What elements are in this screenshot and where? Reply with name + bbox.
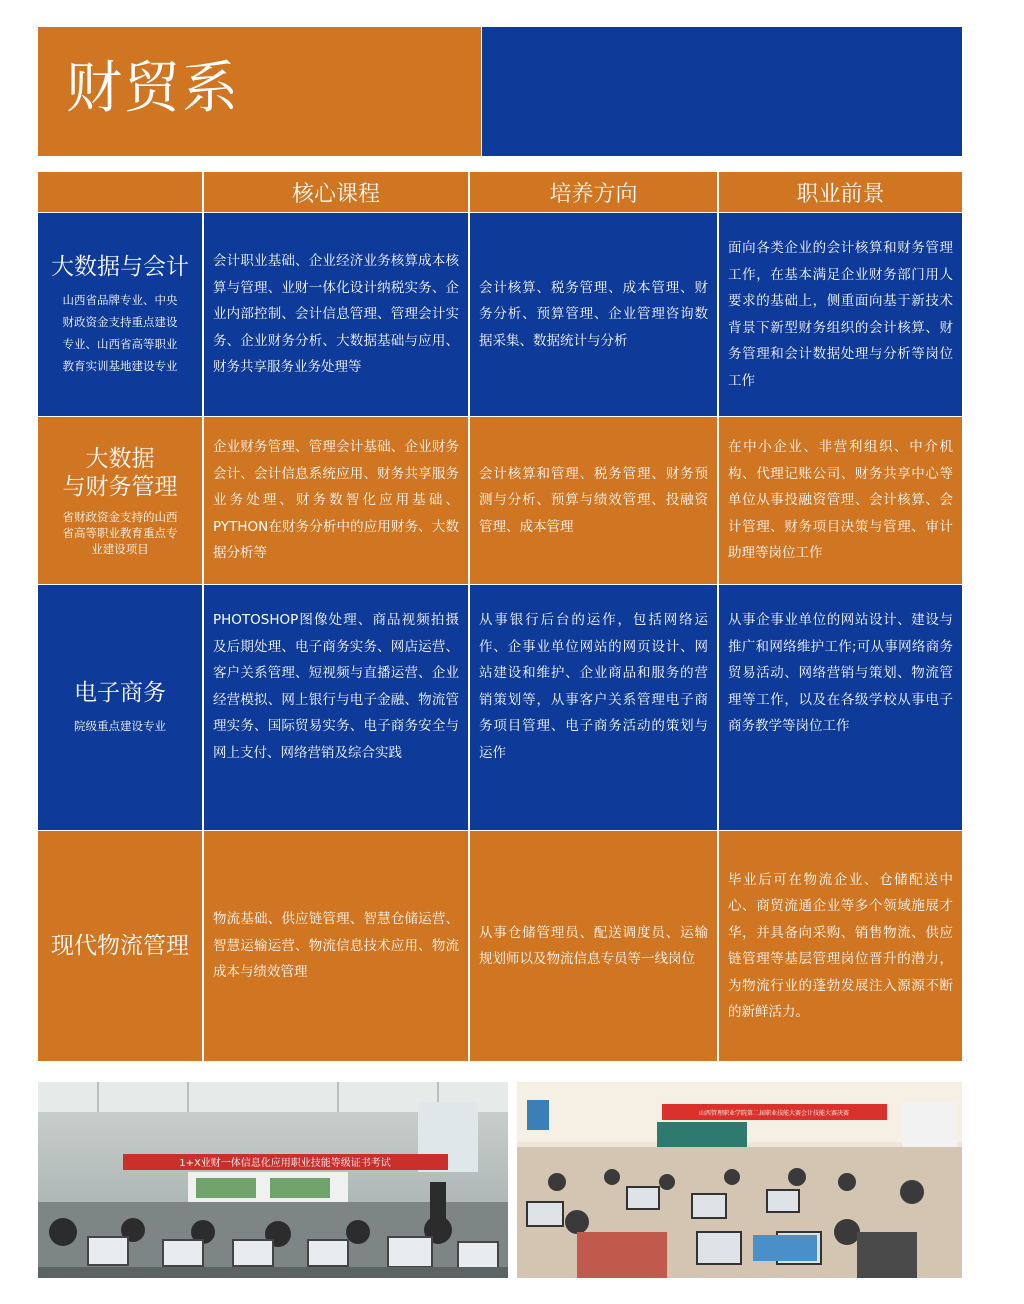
- row-major-ecommerce: [38, 585, 202, 830]
- corner-cell: [38, 172, 202, 212]
- page-title: 财贸系: [66, 56, 240, 121]
- cell-prospect: 毕业后可在物流企业、仓储配送中心、商贸流通企业等多个领域施展才华，并具备向采购、销售物流、供应链管理等基层管理岗位晋升的潜力，为物流行业的蓬勃发展注入源源不断的新鲜活力。: [719, 831, 962, 1061]
- major-description: 省财政资金支持的山西 省高等职业教育重点专 业建设项目: [62, 509, 178, 556]
- major-name: 现代物流管理: [51, 933, 189, 959]
- major-name: 大数据与会计: [51, 253, 189, 280]
- cell-courses: PHOTOSHOP图像处理、商品视频拍摄及后期处理、电子商务实务、网店运营、客户关系管理、短视频与直播运营、企业经营模拟、网上银行与电子金融、物流管理实务、国际贸易实务、电子商务安全与网上支付、网络营销及综合实践: [204, 585, 468, 830]
- row-major-accounting: [38, 213, 202, 416]
- cell-direction: 从事银行后台的运作，包括网络运作、企事业单位网站的网页设计、网站建设和维护、企业商品和服务的营销策划等，从事客户关系管理电子商务项目管理、电子商务活动的策划与运作: [470, 585, 717, 830]
- header-decor-block: [482, 27, 962, 156]
- col-header-prospect: 职业前景: [719, 172, 962, 212]
- photo-banner-text: 1+X业财一体信息化应用职业技能等级证书考试: [179, 1158, 391, 1169]
- photo-exam-room: [38, 1082, 508, 1278]
- cell-direction: 会计核算和管理、税务管理、财务预测与分析、预算与绩效管理、投融资管理、成本管理: [470, 417, 717, 584]
- cell-direction: 会计核算、税务管理、成本管理、财务分析、预算管理、企业管理咨询数据采集、数据统计与分析: [470, 213, 717, 416]
- major-description: 院级重点建设专业: [74, 718, 166, 733]
- major-description: 山西省品牌专业、中央 财政资金支持重点建设 专业、山西省高等职业 教育实训基地建设专业: [62, 292, 178, 373]
- col-header-courses: 核心课程: [204, 172, 468, 212]
- photo-banner-text: 山西管理职业学院第二届职业技能大赛会计技能大赛决赛: [698, 1110, 850, 1117]
- cell-direction: 从事仓储管理员、配送调度员、运输规划师以及物流信息专员等一线岗位: [470, 831, 717, 1061]
- cell-prospect: 面向各类企业的会计核算和财务管理工作，在基本满足企业财务部门用人要求的基础上，侧重面向基于新技术背景下新型财务组织的会计核算、财务管理和会计数据处理与分析等岗位工作: [719, 213, 962, 416]
- row-major-finance: [38, 417, 202, 584]
- major-name: 大数据 与财务管理: [62, 445, 178, 500]
- cell-courses: 会计职业基础、企业经济业务核算成本核算与管理、业财一体化设计纳税实务、企业内部控制、会计信息管理、管理会计实务、企业财务分析、大数据基础与应用、财务共享服务业务处理等: [204, 213, 468, 416]
- cell-prospect: 在中小企业、非营利组织、中介机构、代理记账公司、财务共享中心等单位从事投融资管理、会计核算、会计管理、财务项目决策与管理、审计助理等岗位工作: [719, 417, 962, 584]
- row-major-logistics: [38, 831, 202, 1061]
- photo-competition-room: [517, 1082, 962, 1278]
- cell-prospect: 从事企事业单位的网站设计、建设与推广和网络维护工作;可从事网络商务贸易活动、网络营销与策划、物流管理等工作，以及在各级学校从事电子商务教学等岗位工作: [719, 585, 962, 830]
- major-name: 电子商务: [74, 679, 166, 706]
- col-header-direction: 培养方向: [470, 172, 717, 212]
- cell-courses: 物流基础、供应链管理、智慧仓储运营、智慧运输运营、物流信息技术应用、物流成本与绩效管理: [204, 831, 468, 1061]
- cell-courses: 企业财务管理、管理会计基础、企业财务会计、会计信息系统应用、财务共享服务业务处理、财务数智化应用基础、PYTHON在财务分析中的应用财务、大数据分析等: [204, 417, 468, 584]
